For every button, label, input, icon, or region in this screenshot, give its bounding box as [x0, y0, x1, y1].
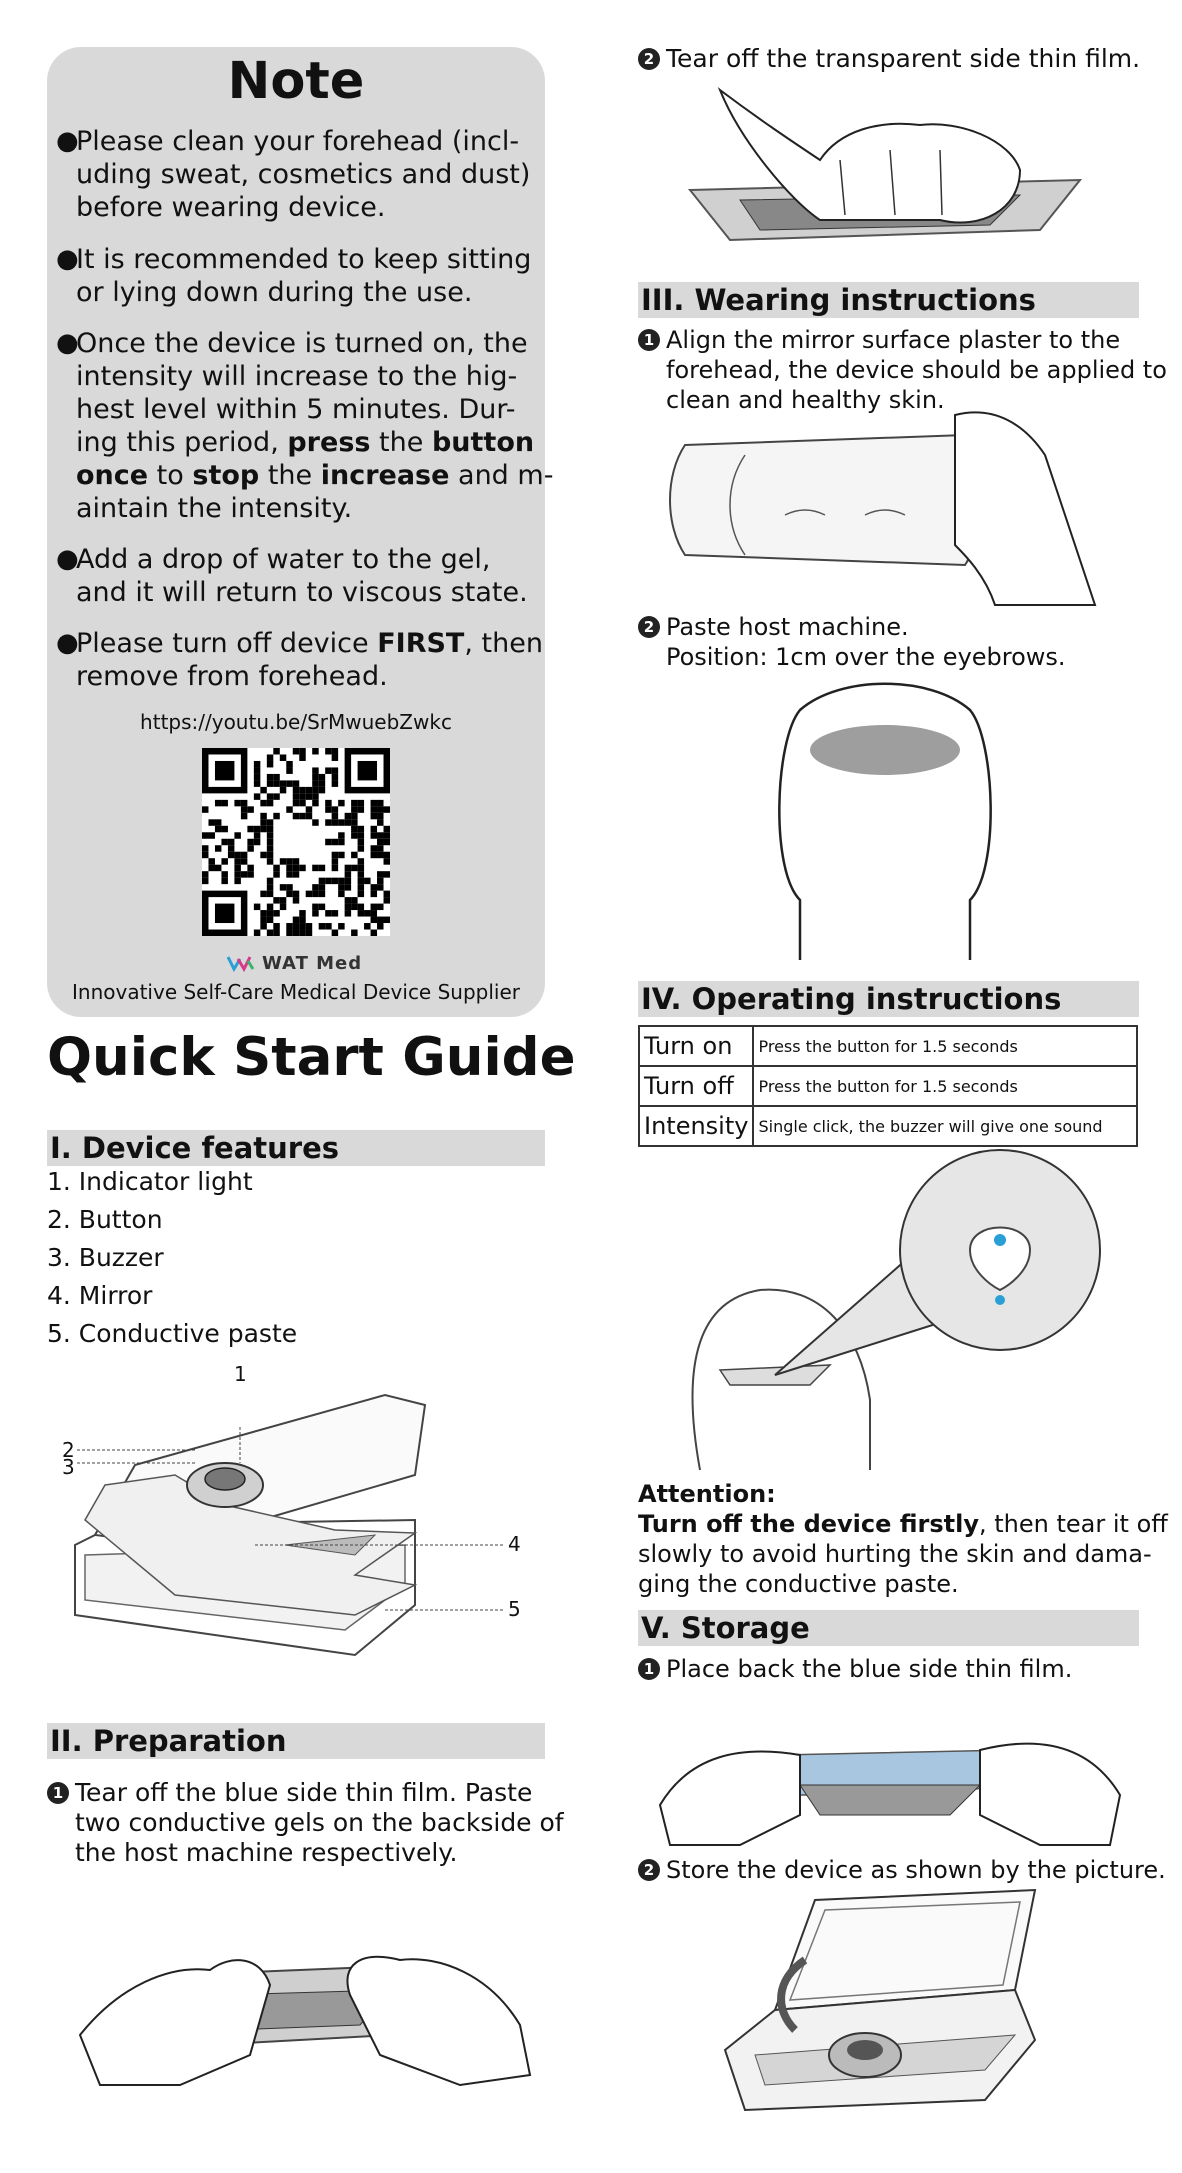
operating-table — [638, 1025, 1138, 1147]
section-heading-device-features: I. Device features — [47, 1130, 545, 1166]
note-line: and it will return to viscous state. — [76, 577, 528, 608]
step-line: Tear off the transparent side thin film. — [666, 44, 1141, 73]
table-row — [639, 1066, 1137, 1106]
bullet-icon: ● — [56, 126, 79, 156]
note-item-intensity — [56, 327, 556, 525]
step-number: 1 — [638, 1658, 660, 1680]
op-desc: Press the button for 1.5 seconds — [753, 1026, 1137, 1066]
feature-item: 5. Conductive paste — [47, 1319, 298, 1348]
prep-step-1 — [47, 1778, 575, 1868]
place-blue-film-illustration — [650, 1695, 1130, 1855]
op-name: Intensity — [639, 1106, 753, 1146]
video-link[interactable]: https://youtu.be/SrMwuebZwkc — [140, 710, 452, 734]
store-device-case-illustration — [715, 1890, 1045, 2130]
op-desc: Single click, the buzzer will give one sound — [753, 1106, 1137, 1146]
wear-step-1 — [638, 325, 1182, 415]
feature-item: 2. Button — [47, 1205, 163, 1234]
align-plaster-illustration — [665, 405, 1125, 615]
step-line: Position: 1cm over the eyebrows. — [666, 643, 1066, 671]
step-line: clean and healthy skin. — [666, 386, 945, 414]
note-line: aintain the intensity. — [76, 493, 353, 524]
step-line: forehead, the device should be applied to — [666, 356, 1167, 384]
note-item-turnoff — [56, 627, 556, 693]
section-heading-operating: IV. Operating instructions — [638, 981, 1139, 1017]
head-position-illustration — [770, 680, 1000, 980]
feature-item: 3. Buzzer — [47, 1243, 164, 1272]
attention-line: slowly to avoid hurting the skin and dama- — [638, 1540, 1152, 1568]
note-line: ing this period, press the button — [76, 427, 535, 458]
step-line: Tear off the blue side thin film. Paste — [75, 1778, 533, 1807]
device-case-illustration — [55, 1355, 535, 1675]
note-line: or lying down during the use. — [76, 277, 473, 308]
step-line: Place back the blue side thin film. — [666, 1655, 1073, 1683]
bullet-icon: ● — [56, 628, 79, 658]
feature-item: 4. Mirror — [47, 1281, 153, 1310]
section-heading-wearing: III. Wearing instructions — [638, 282, 1139, 318]
note-item-sitting — [56, 243, 556, 309]
note-line: It is recommended to keep sitting — [76, 244, 532, 275]
attention-label: Attention: — [638, 1480, 776, 1508]
attention-block — [638, 1479, 1178, 1599]
note-line: remove from forehead. — [76, 661, 388, 692]
prep-step-2 — [638, 44, 1182, 74]
tear-blue-film-illustration — [60, 1895, 540, 2095]
feature-item: 1. Indicator light — [47, 1167, 253, 1196]
section-heading-storage: V. Storage — [638, 1610, 1139, 1646]
note-line: intensity will increase to the hig- — [76, 361, 518, 392]
callout-label: 4 — [508, 1532, 521, 1556]
bullet-icon: ● — [56, 244, 79, 274]
device-button-illustration — [680, 1160, 1140, 1480]
callout-label: 3 — [62, 1455, 75, 1479]
note-line: Add a drop of water to the gel, — [76, 544, 491, 575]
step-number: 1 — [47, 1782, 69, 1804]
section-heading-preparation: II. Preparation — [47, 1723, 545, 1759]
storage-step-2 — [638, 1855, 1182, 1885]
step-number: 2 — [638, 48, 660, 70]
note-line: before wearing device. — [76, 192, 386, 223]
wear-step-2 — [638, 612, 1182, 672]
callout-label: 2 — [62, 1438, 75, 1462]
step-line: Store the device as shown by the picture. — [666, 1856, 1166, 1884]
table-row — [639, 1106, 1137, 1146]
op-desc: Press the button for 1.5 seconds — [753, 1066, 1137, 1106]
step-line: Paste host machine. — [666, 613, 909, 641]
note-line: uding sweat, cosmetics and dust) — [76, 159, 531, 190]
step-line: the host machine respectively. — [75, 1838, 458, 1867]
note-line: Please clean your forehead (incl- — [76, 126, 520, 157]
op-name: Turn off — [639, 1066, 753, 1106]
attention-line: ging the conductive paste. — [638, 1570, 959, 1598]
qr-code-icon[interactable] — [202, 748, 390, 936]
callout-label: 1 — [234, 1362, 247, 1386]
step-line: two conductive gels on the backside of — [75, 1808, 564, 1837]
note-title: Note — [227, 52, 365, 111]
bullet-icon: ● — [56, 544, 79, 574]
op-name: Turn on — [639, 1026, 753, 1066]
note-line: Once the device is turned on, the — [76, 328, 528, 359]
bullet-icon: ● — [56, 328, 79, 358]
brand-name: WAT Med — [262, 953, 363, 974]
step-number: 2 — [638, 1859, 660, 1881]
note-line: once to stop the increase and m- — [76, 460, 554, 491]
brand-tagline: Innovative Self-Care Medical Device Supplier — [72, 980, 520, 1004]
wat-med-logo-icon — [226, 953, 256, 973]
step-number: 2 — [638, 616, 660, 638]
note-item-clean — [56, 125, 556, 224]
attention-line: Turn off the device firstly, then tear it off — [638, 1510, 1168, 1538]
table-row — [639, 1026, 1137, 1066]
note-line: hest level within 5 minutes. Dur- — [76, 394, 516, 425]
step-line: Align the mirror surface plaster to the — [666, 326, 1121, 354]
callout-label: 5 — [508, 1597, 521, 1621]
step-number: 1 — [638, 329, 660, 351]
storage-step-1 — [638, 1654, 1182, 1684]
guide-title: Quick Start Guide — [47, 1027, 576, 1088]
note-item-water — [56, 543, 556, 609]
note-line: Please turn off device FIRST, then — [76, 628, 543, 659]
tear-transparent-film-illustration — [680, 80, 1100, 280]
